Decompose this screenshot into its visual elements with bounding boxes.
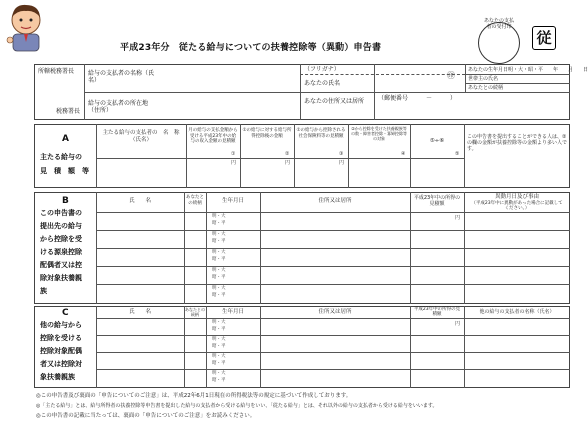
c-row4-address-field[interactable] bbox=[262, 370, 408, 387]
c-row4-era-top: 明・大 bbox=[212, 371, 226, 376]
col-b-income: 平成23年中の所得の見積額 bbox=[413, 195, 461, 207]
household-head-label: 世帯主の氏名 bbox=[468, 76, 499, 82]
b-row1-era-bottom: 昭・平 bbox=[212, 221, 226, 226]
section-c-label-5: 象扶養親族 bbox=[40, 373, 75, 381]
payer-name-field[interactable] bbox=[160, 66, 298, 90]
section-b-label-5: 配偶者又は控 bbox=[40, 261, 82, 269]
b-row3-era-top: 明・大 bbox=[212, 250, 226, 255]
b-row3-name-field[interactable] bbox=[98, 249, 182, 265]
yen-b-1: 円 bbox=[455, 215, 461, 221]
c-row2-era-bottom: 昭・平 bbox=[212, 344, 226, 349]
secondary-badge: 従 bbox=[532, 26, 556, 50]
payer-address-label: 給与の支払者の所在地（住所） bbox=[88, 100, 149, 114]
yen-a-2: 円 bbox=[285, 160, 291, 166]
payer-name-label: 給与の支払者の名称（氏名） bbox=[88, 70, 155, 84]
b-row4-era-top: 明・大 bbox=[212, 268, 226, 273]
c-row1-address-field[interactable] bbox=[262, 319, 408, 334]
section-b-label-1: この申告書の bbox=[40, 209, 82, 217]
col-b-address: 住所又は居所 bbox=[318, 198, 352, 204]
b-row2-address-field[interactable] bbox=[262, 231, 408, 247]
main-income-field[interactable] bbox=[188, 160, 238, 187]
yen-c-1: 円 bbox=[455, 321, 461, 327]
c-row2-name-field[interactable] bbox=[98, 336, 182, 351]
b-row5-address-field[interactable] bbox=[262, 285, 408, 303]
col-c-name: 氏 名 bbox=[128, 309, 151, 315]
circle-num-4: ④ bbox=[401, 151, 406, 157]
b-row3-address-field[interactable] bbox=[262, 249, 408, 265]
col-b-name: 氏 名 bbox=[128, 198, 151, 204]
col-c-relation: あなたとの続柄 bbox=[185, 307, 205, 317]
col-a-insurance: ①の給与から控除される社会保険料等の見積額 bbox=[296, 128, 346, 139]
b-row4-address-field[interactable] bbox=[262, 267, 408, 283]
section-b-letter: B bbox=[62, 196, 69, 206]
section-a-label-2: 見 積 額 等 bbox=[40, 167, 89, 175]
section-c-label-4: 者又は控除対 bbox=[40, 360, 82, 368]
c-row3-era-bottom: 昭・平 bbox=[212, 361, 226, 366]
seal-mark-icon: ㊞ bbox=[447, 71, 455, 80]
c-row2-era-top: 明・大 bbox=[212, 337, 226, 342]
main-insurance-field[interactable] bbox=[296, 160, 346, 187]
section-a-letter: A bbox=[62, 134, 69, 144]
c-row4-name-field[interactable] bbox=[98, 370, 182, 387]
section-c-letter: C bbox=[62, 308, 69, 318]
section-c-label-1: 他の給与から bbox=[40, 321, 82, 329]
reception-stamp-label: あなたの支払者の受付印 bbox=[484, 18, 515, 30]
col-c-birth: 生年月日 bbox=[221, 309, 244, 315]
col-a-deduction: ①の給与に対する給与所得控除後の金額 bbox=[242, 128, 292, 139]
section-b-label-4: ける源泉控除 bbox=[40, 248, 82, 256]
form-title: 平成23年分 従たる給与についての扶養控除等（異動）申告書 bbox=[120, 43, 382, 53]
yen-a-3: 円 bbox=[339, 160, 345, 166]
c-row3-era-top: 明・大 bbox=[212, 354, 226, 359]
main-deduction-field[interactable] bbox=[242, 160, 292, 187]
tax-office-label: 所轄税務署長 bbox=[38, 68, 75, 75]
circle-num-2: ② bbox=[285, 151, 290, 157]
b-row2-era-bottom: 昭・平 bbox=[212, 239, 226, 244]
col-a-income: 月の給与の支払金額から受ける平成23年中の給与の収入金額の見積額 bbox=[188, 128, 238, 144]
b-row5-name-field[interactable] bbox=[98, 285, 182, 303]
circle-num-5: ⑤ bbox=[455, 151, 460, 157]
furigana-label: （フリガナ） bbox=[304, 66, 340, 73]
b-row5-era-top: 明・大 bbox=[212, 286, 226, 291]
col-c-payer: 他の給与の支払者の名称（氏名） bbox=[479, 309, 555, 315]
section-a-note: この申告書を提出することができる人は、②の欄の金額が扶養控除等の金額より多い人です。 bbox=[467, 134, 568, 152]
c-row1-era-bottom: 昭・平 bbox=[212, 327, 226, 332]
col-c-income: 平成23年中の所得の見積額 bbox=[413, 307, 461, 317]
col-c-address: 住所又は居所 bbox=[318, 309, 352, 315]
payer-address-field[interactable] bbox=[160, 94, 298, 118]
b-row1-name-field[interactable] bbox=[98, 213, 182, 229]
postal-code-label: （郵便番号 － ） bbox=[378, 95, 457, 102]
b-row4-name-field[interactable] bbox=[98, 267, 182, 283]
b-row2-era-top: 明・大 bbox=[212, 232, 226, 237]
your-name-label: あなたの氏名 bbox=[304, 80, 341, 87]
section-b-label-3: から控除を受 bbox=[40, 235, 82, 243]
b-row5-era-bottom: 昭・平 bbox=[212, 293, 226, 298]
footer-note-3: ◎この申告書の記載に当たっては、裏面の「申告についてのご注意」をお読みください。 bbox=[36, 413, 256, 419]
section-c-label-3: 控除対象配偶 bbox=[40, 347, 82, 355]
b-row4-era-bottom: 昭・平 bbox=[212, 275, 226, 280]
relation-label: あなたとの続柄 bbox=[468, 85, 504, 91]
c-row3-name-field[interactable] bbox=[98, 353, 182, 368]
b-row2-name-field[interactable] bbox=[98, 231, 182, 247]
section-c-label-2: 控除を受ける bbox=[40, 334, 82, 342]
col-b-birth: 生年月日 bbox=[221, 198, 244, 204]
col-b-relation: あなたとの続柄 bbox=[186, 195, 204, 206]
section-b-label-2: 提出先の給与 bbox=[40, 222, 82, 230]
c-row1-era-top: 明・大 bbox=[212, 320, 226, 325]
col-a-ratio: ⑤÷⑥ bbox=[429, 138, 445, 144]
col-b-reason-note: （平成23年中に異動があった場合に記載してください。） bbox=[471, 201, 563, 211]
yen-a-1: 円 bbox=[231, 160, 237, 166]
circle-num-1: ① bbox=[231, 151, 236, 157]
circle-num-3: ③ bbox=[339, 151, 344, 157]
your-address-label: あなたの住所又は居所 bbox=[304, 98, 365, 105]
birth-date-value[interactable]: 明・大・昭・平 年 月 日 bbox=[508, 67, 588, 73]
section-b-label-6: 除対象扶養親 bbox=[40, 274, 82, 282]
c-row4-era-bottom: 昭・平 bbox=[212, 378, 226, 383]
main-payer-name-field[interactable] bbox=[98, 160, 184, 187]
tax-office-suffix: 税務署長 bbox=[56, 108, 81, 115]
col-a-dependents: ②から控除を受けた扶養親族等の数・障害者控除・寡婦控除等の対象 bbox=[351, 126, 407, 141]
col-b-reason: 異動月日及び事由 bbox=[494, 194, 539, 200]
b-row3-era-bottom: 昭・平 bbox=[212, 257, 226, 262]
section-b-label-7: 族 bbox=[40, 287, 47, 295]
your-address-field[interactable] bbox=[376, 104, 568, 119]
b-row1-era-top: 明・大 bbox=[212, 214, 226, 219]
birth-date-label: あなたの生年月日 bbox=[468, 67, 509, 73]
section-a-label-1: 主たる給与の bbox=[40, 153, 82, 161]
b-row1-address-field[interactable] bbox=[262, 213, 408, 229]
c-row3-address-field[interactable] bbox=[262, 353, 408, 368]
c-row1-name-field[interactable] bbox=[98, 319, 182, 334]
mascot-avatar bbox=[4, 2, 48, 52]
footer-note-2: ◎「主たる給与」とは、給与所得者の扶養控除等申告書を提出した給与の支払者から受ける給与をいい、「従たる給与」とは、それ以外の給与の支払者から受ける給与をいいます。 bbox=[36, 403, 438, 409]
col-a-payer: 主たる給与の支払者の 名 称（氏名） bbox=[102, 130, 180, 143]
footer-note-1: ◎この申告書及び裏面の「申告についてのご注意」は、平成22年6月1日現在の所得税法等の規定に基づいて作成しております。 bbox=[36, 393, 352, 399]
c-row2-address-field[interactable] bbox=[262, 336, 408, 351]
